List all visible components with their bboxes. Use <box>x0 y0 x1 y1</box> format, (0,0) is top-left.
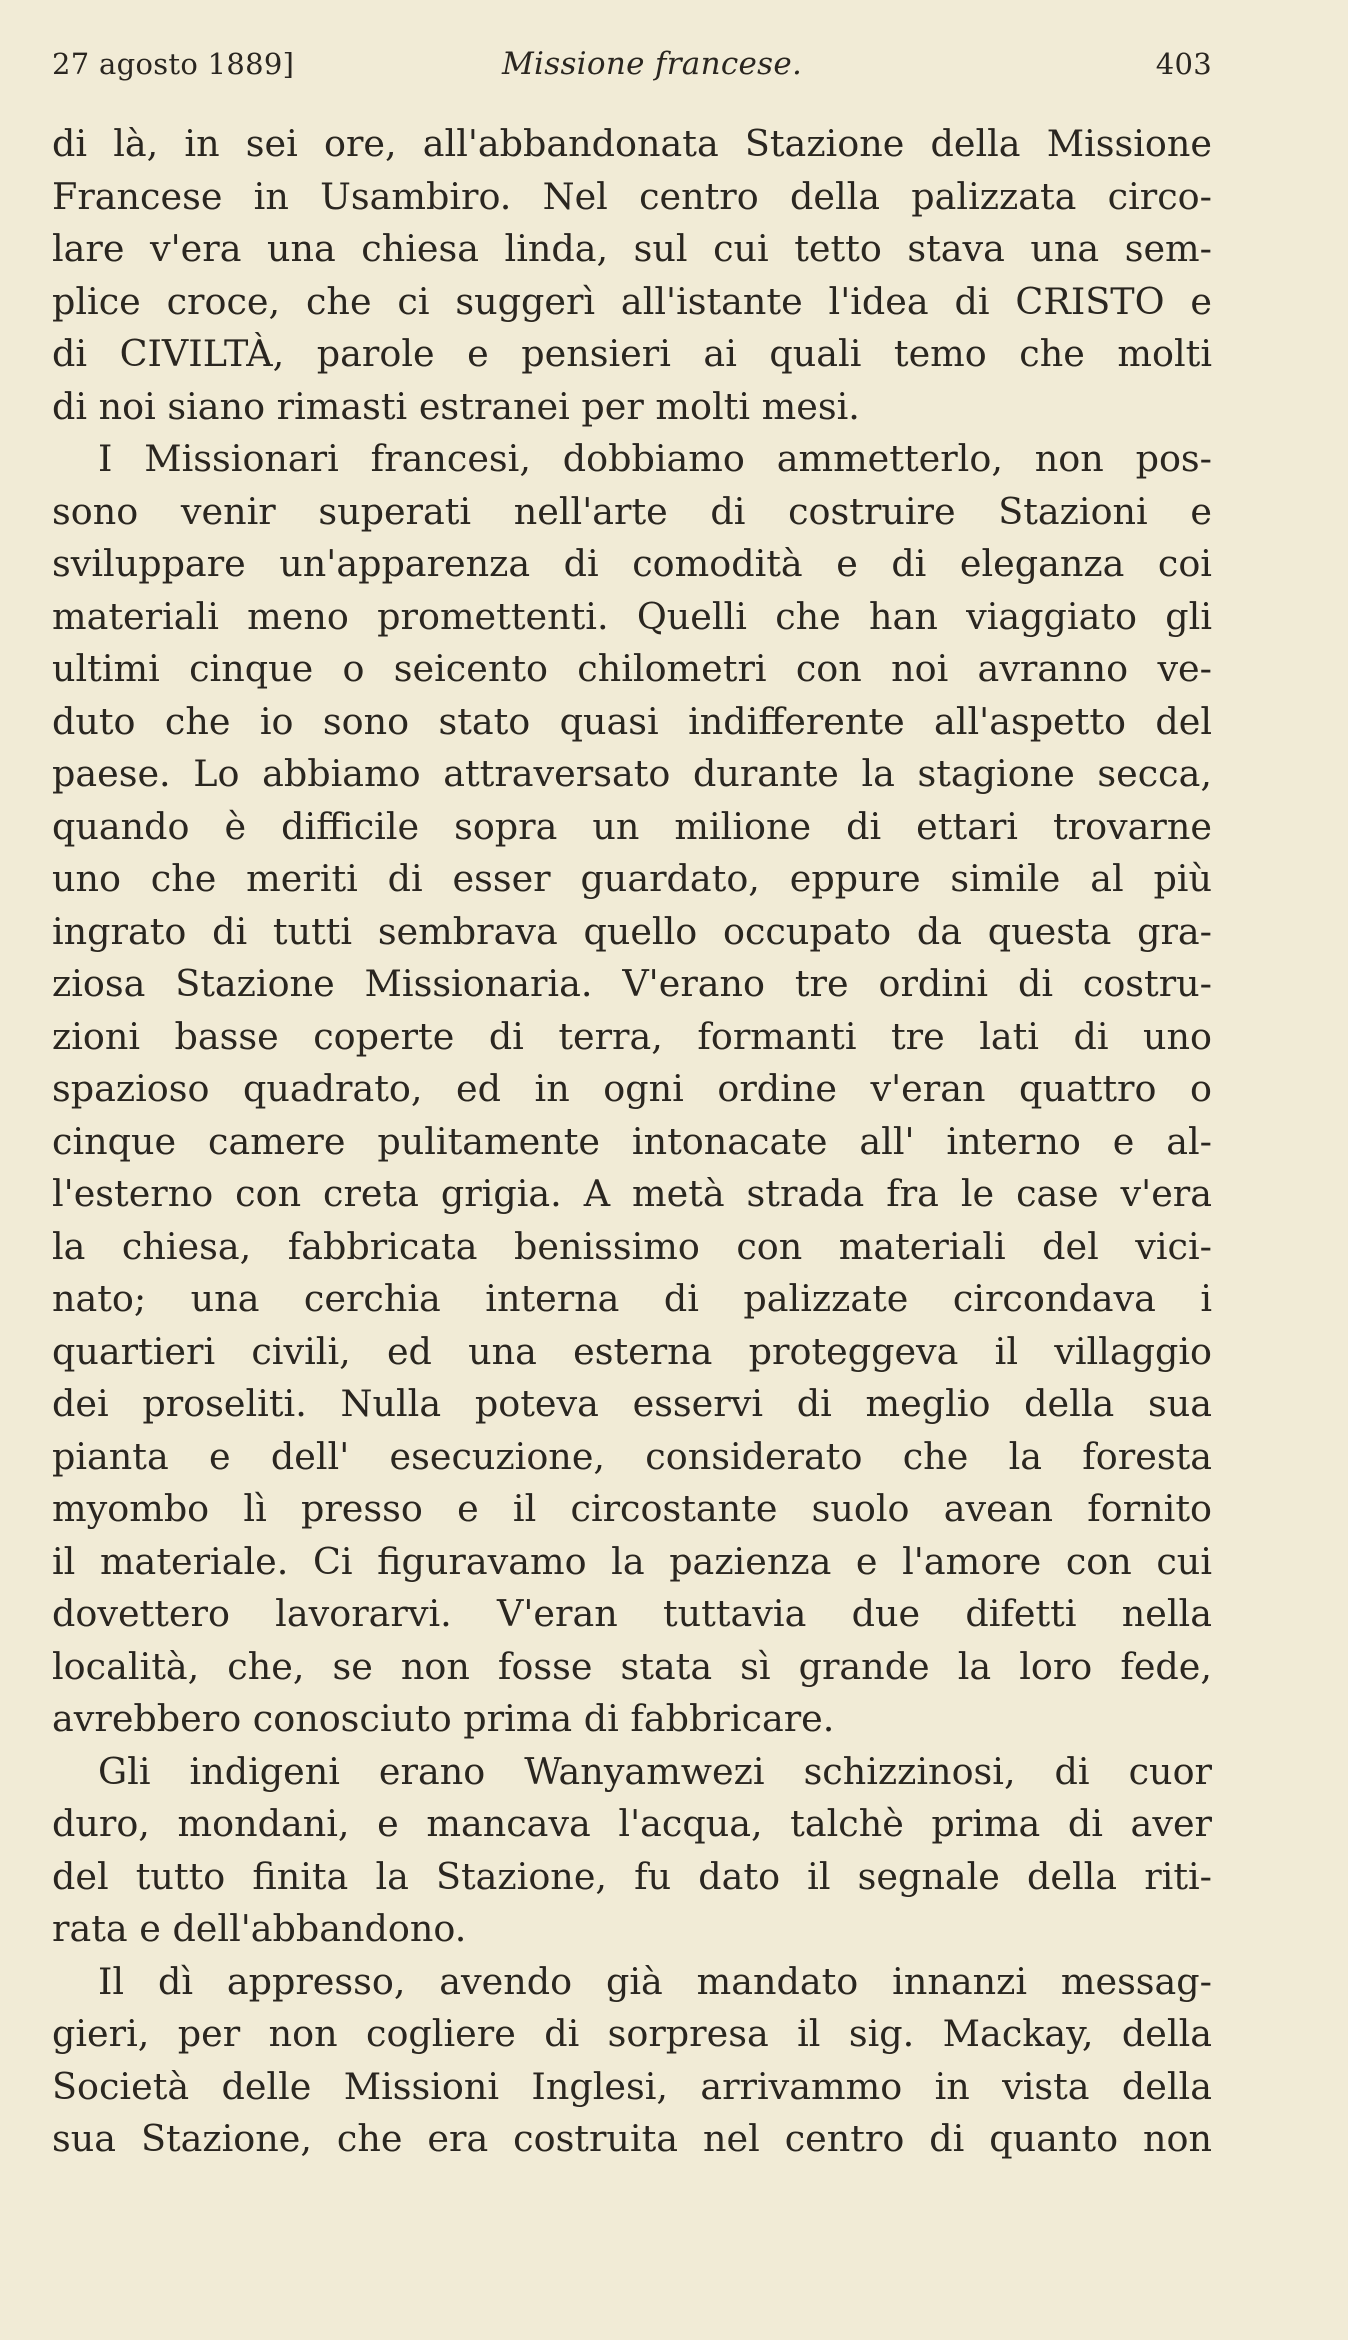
text-line: materiali meno promettenti. Quelli che han viaggiato gli <box>52 594 1212 638</box>
text-line: gieri, per non cogliere di sorpresa il sig. Mackay, della <box>52 2012 1212 2055</box>
text-line: di noi siano rimasti estranei per molti mesi. <box>52 384 860 428</box>
text-line: duro, mondani, e mancava l'acqua, talchè prima di aver <box>52 1802 1212 1845</box>
text-line: spazioso quadrato, ed in ogni ordine v'eran quattro o <box>52 1067 1212 1110</box>
text-line: sviluppare un'apparenza di comodità e di eleganza coi <box>52 542 1212 585</box>
text-line: quando è difficile sopra un milione di ettari trovarne <box>52 804 1212 848</box>
text-line: di là, in sei ore, all'abbandonata Stazione della Missione <box>52 122 1212 165</box>
text-line: duto che io sono stato quasi indifferente all'aspetto del <box>52 699 1212 743</box>
text-line: lare v'era una chiesa linda, sul cui tetto stava una sem- <box>52 227 1212 270</box>
text-line: ziosa Stazione Missionaria. V'erano tre ordini di costru- <box>52 962 1212 1005</box>
text-line: sua Stazione, che era costruita nel centro di quanto non <box>52 2117 1212 2160</box>
text-line: l'esterno con creta grigia. A metà strada fra le case v'era <box>52 1172 1212 1215</box>
text-line: quartieri civili, ed una esterna proteggeva il villaggio <box>52 1329 1212 1373</box>
text-line: uno che meriti di esser guardato, eppure simile al più <box>52 857 1212 900</box>
text-line: I Missionari francesi, dobbiamo ammetterlo, non pos- <box>98 437 1212 480</box>
text-line: myombo lì presso e il circostante suolo avean fornito <box>52 1487 1212 1530</box>
text-line: nato; una cerchia interna di palizzate circondava i <box>52 1277 1212 1320</box>
text-line: ingrato di tutti sembrava quello occupato da questa gra- <box>52 909 1212 953</box>
text-line: il materiale. Ci figuravamo la pazienza e l'amore con cui <box>52 1539 1212 1583</box>
text-line: località, che, se non fosse stata sì grande la loro fede, <box>52 1644 1212 1688</box>
text-line: Società delle Missioni Inglesi, arrivammo in vista della <box>52 2064 1212 2108</box>
text-line: Francese in Usambiro. Nel centro della palizzata circo- <box>52 174 1212 218</box>
text-line: avrebbero conosciuto prima di fabbricare. <box>52 1697 835 1740</box>
text-line: la chiesa, fabbricata benissimo con materiali del vici- <box>52 1224 1212 1268</box>
text-line: di CIVILTÀ, parole e pensieri ai quali temo che molti <box>52 332 1212 375</box>
text-line: ultimi cinque o seicento chilometri con noi avranno ve- <box>52 647 1212 690</box>
text-line: zioni basse coperte di terra, formanti tre lati di uno <box>52 1014 1212 1058</box>
text-line: Il dì appresso, avendo già mandato innanzi messag- <box>98 1959 1212 2003</box>
text-line: cinque camere pulitamente intonacate all' interno e al- <box>52 1119 1212 1163</box>
text-line: plice croce, che ci suggerì all'istante l'idea di CRISTO e <box>52 279 1212 323</box>
text-line: sono venir superati nell'arte di costruire Stazioni e <box>52 489 1212 533</box>
body-text <box>52 118 1212 2166</box>
text-line: del tutto finita la Stazione, fu dato il segnale della riti- <box>52 1854 1212 1898</box>
text-line: rata e dell'abbandono. <box>52 1907 467 1950</box>
text-line: Gli indigeni erano Wanyamwezi schizzinosi, di cuor <box>98 1749 1212 1793</box>
text-line: dei proseliti. Nulla poteva esservi di meglio della sua <box>52 1382 1212 1425</box>
text-line: dovettero lavorarvi. V'eran tuttavia due difetti nella <box>52 1592 1212 1635</box>
running-head <box>52 44 1212 96</box>
header-title: Missione francese. <box>502 46 803 82</box>
text-line: pianta e dell' esecuzione, considerato che la foresta <box>52 1434 1212 1478</box>
text-line: paese. Lo abbiamo attraversato durante la stagione secca, <box>52 752 1212 795</box>
header-date: 27 agosto 1889] <box>52 47 295 81</box>
page-number: 403 <box>1155 47 1212 81</box>
